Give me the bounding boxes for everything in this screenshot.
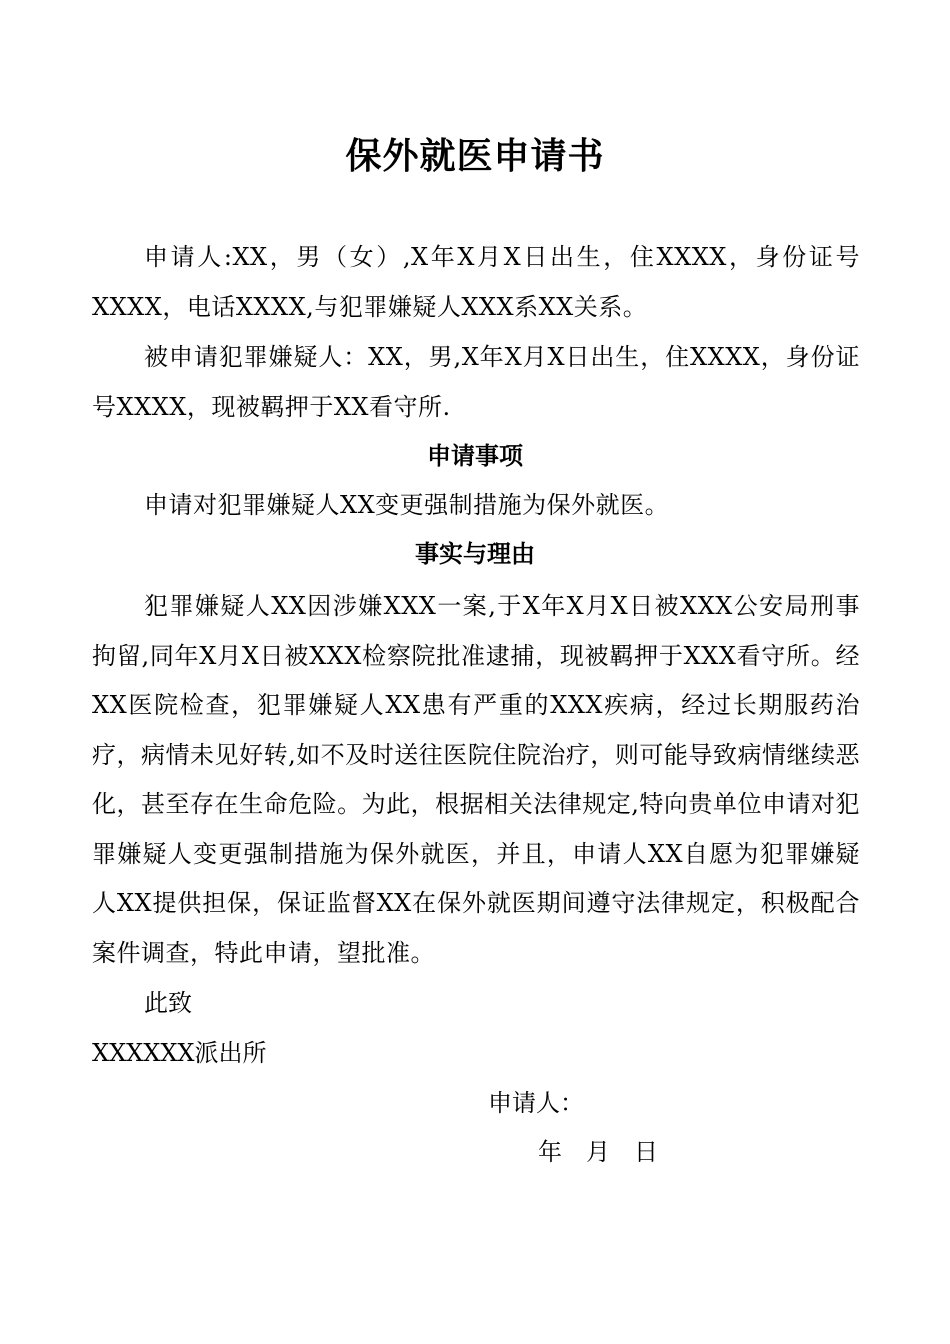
closing-salutation: 此致	[144, 989, 192, 1017]
suspect-paragraph: 被申请犯罪嫌疑人：XX，男,X年X月X日出生，住XXXX，身份证号XXXX，现被羁押于XX看守所.	[92, 343, 860, 421]
facts-section-heading: 事实与理由	[415, 540, 535, 568]
request-paragraph: 申请对犯罪嫌疑人XX变更强制措施为保外就医。	[144, 491, 670, 519]
signature-label: 申请人：	[488, 1089, 584, 1117]
recipient-line: XXXXXX派出所	[92, 1039, 267, 1067]
document-title: 保外就医申请书	[345, 136, 605, 177]
date-line: 年 月 日	[538, 1138, 658, 1166]
request-section-heading: 申请事项	[427, 442, 523, 470]
applicant-paragraph: 申请人:XX，男（女）,X年X月X日出生，住XXXX，身份证号XXXX，电话XXXX,与犯罪嫌疑人XXX系XX关系。	[92, 243, 860, 321]
facts-paragraph: 犯罪嫌疑人XX因涉嫌XXX一案,于X年X月X日被XXX公安局刑事拘留,同年X月X日被XXX检察院批准逮捕，现被羁押于XXX看守所。经XX医院检查，犯罪嫌疑人XX患有严重的XXX疾病，经过长期服药治疗，病情未见好转,如不及时送往医院住院治疗，则可能导致病情继续恶化，甚至存在生命危险。为此，根据相关法律规定,特向贵单位申请对犯罪嫌疑人变更强制措施为保外就医，并且，申请人XX自愿为犯罪嫌疑人XX提供担保，保证监督XX在保外就医期间遵守法律规定，积极配合案件调查，特此申请，望批准。	[92, 592, 860, 967]
